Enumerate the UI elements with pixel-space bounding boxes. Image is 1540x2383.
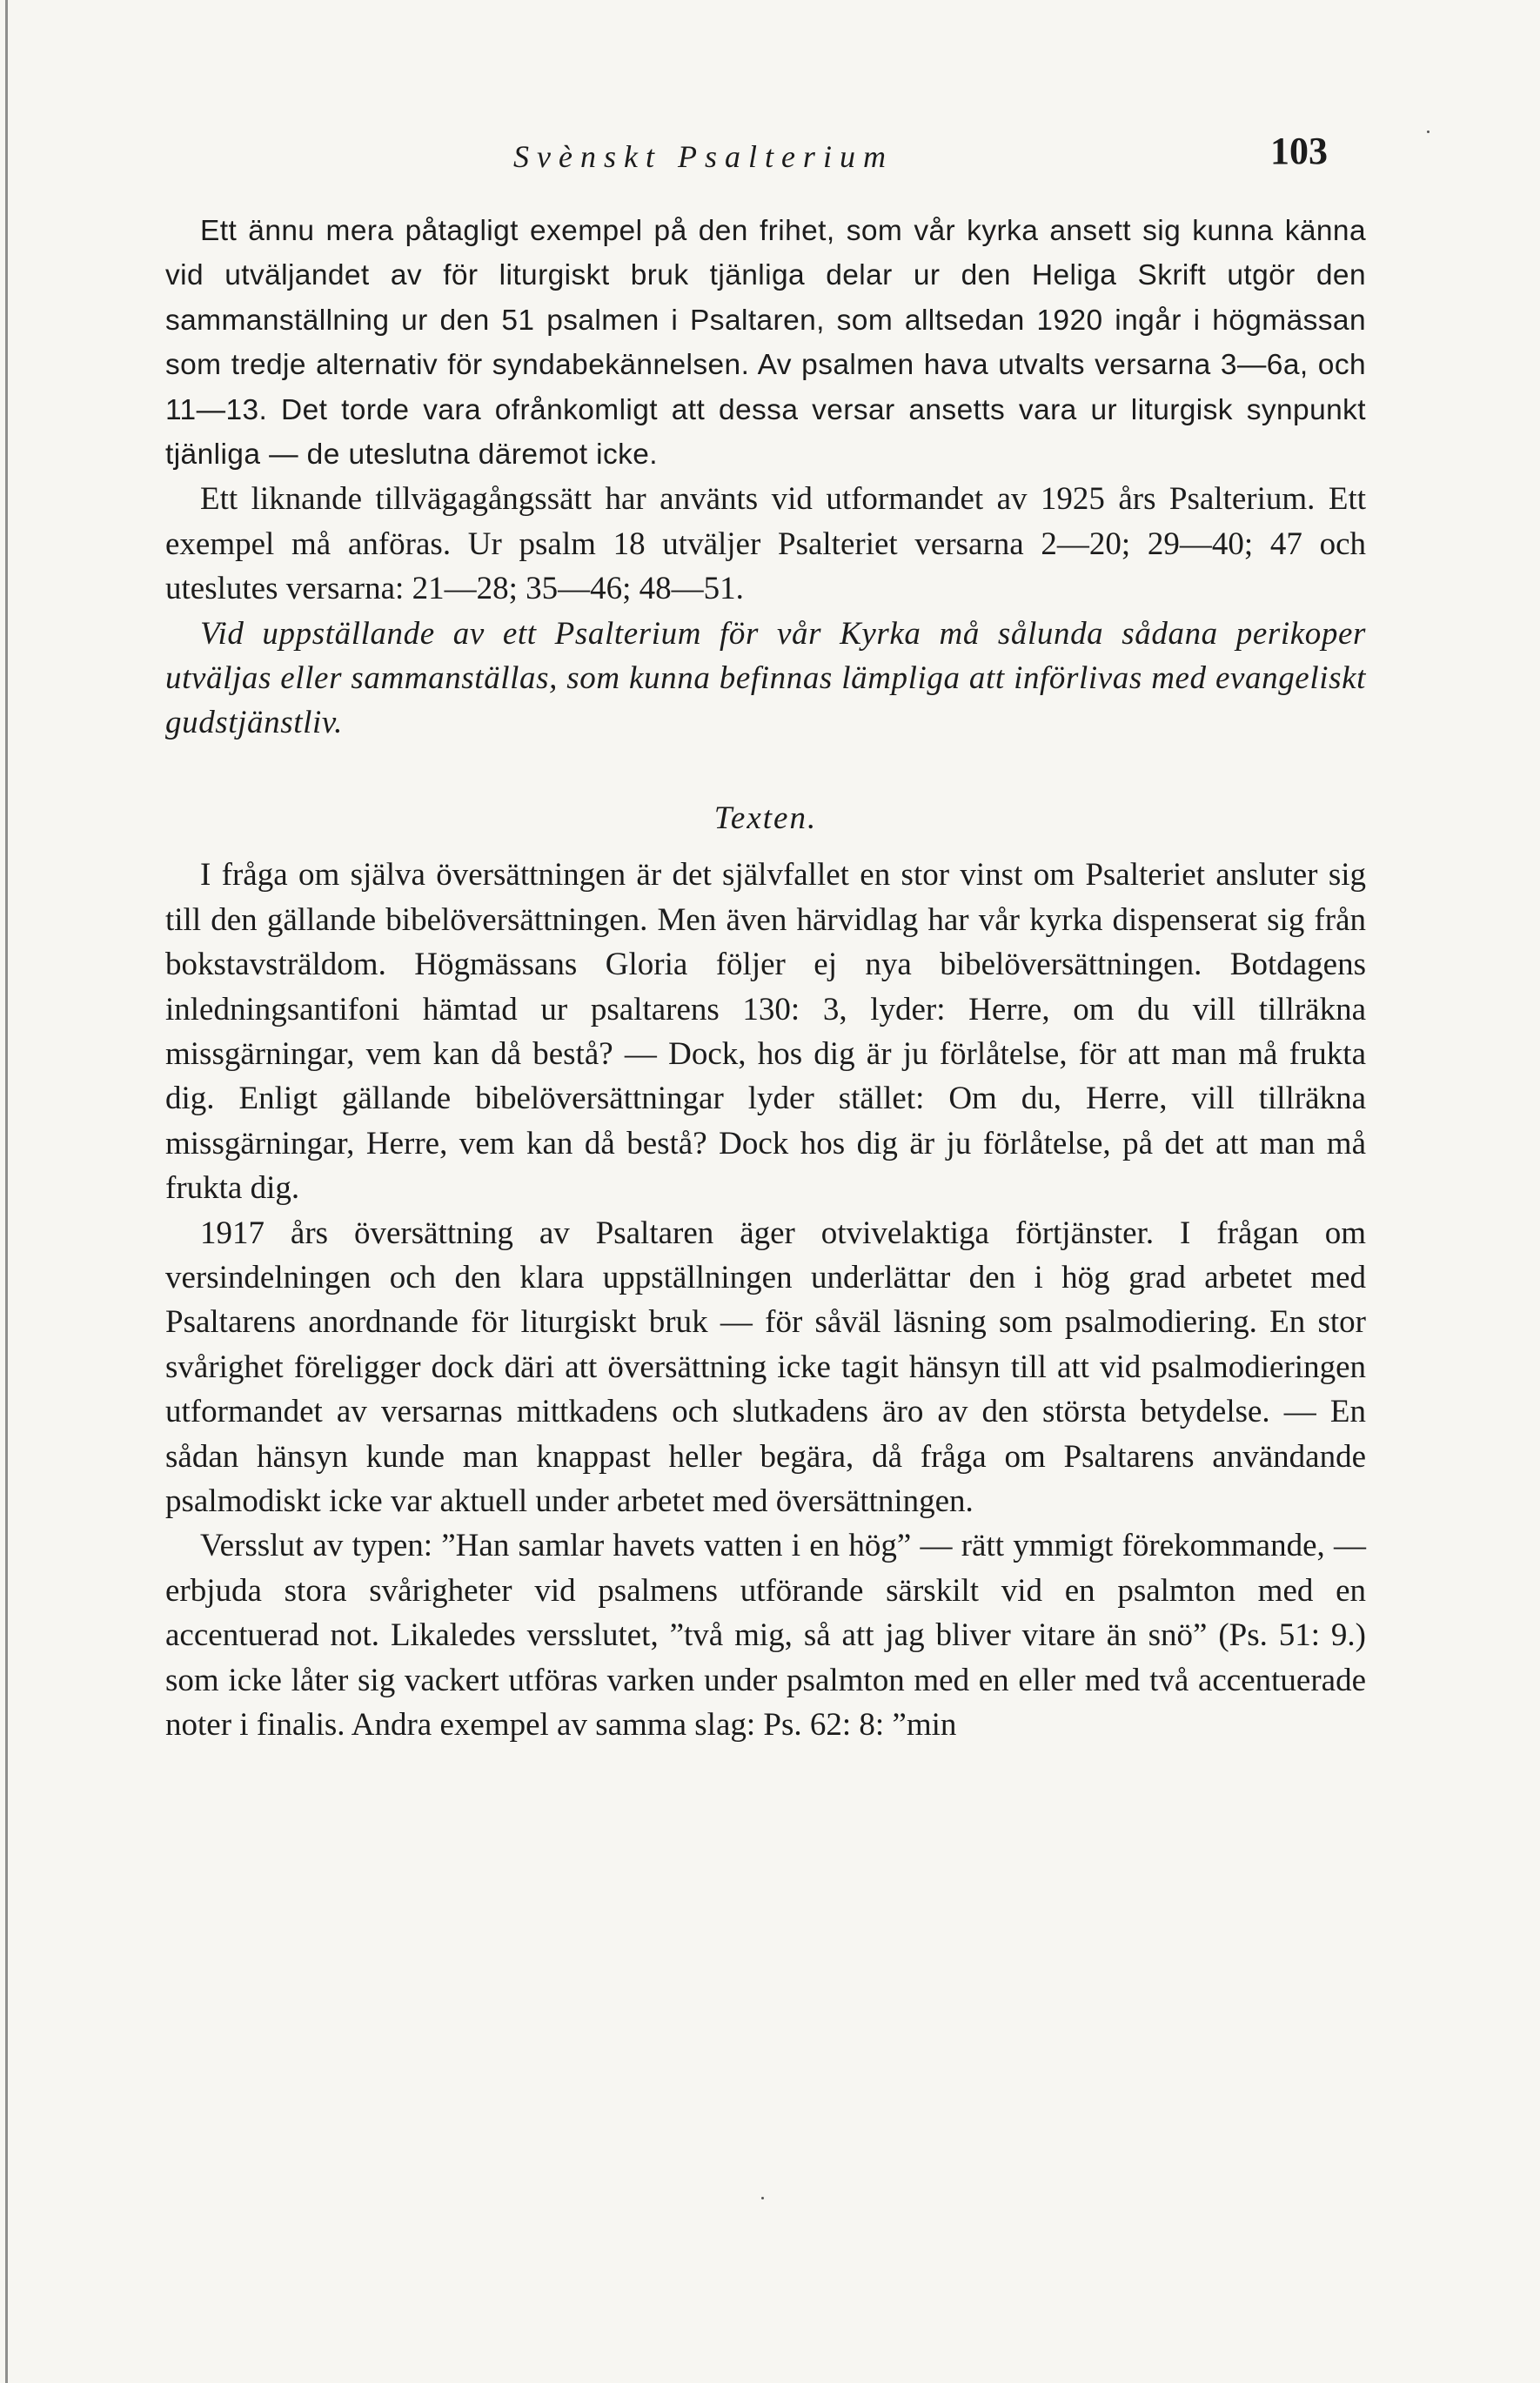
paragraph-2: Ett liknande tillvägagångssätt har använts vid utformandet av 1925 års Psalterium. Ett exempel må anföras. Ur psalm 18 utväljer Psalteriet versarna 2—20; 29—40; 47 och uteslutes versarna: 21—28; 35—46; 48—51. xyxy=(165,481,1366,607)
page-edge-shadow xyxy=(5,0,8,2383)
running-title: Svènskt Psalterium xyxy=(513,139,894,174)
section-paragraph-1: I fråga om själva översättningen är det självfallet en stor vinst om Psalteriet ansluter sig till den gällande bibelöversättningen. Men även härvidlag har vår kyrka dispenserat sig från bokstavsträldom. Högmässans Gloria följer ej nya bibelöversättningen. Botdagens inledningsantifoni hämtad ur psaltarens 130: 3, lyder: Herre, om du vill tillräkna missgärningar, vem kan då bestå? — Dock, hos dig är ju förlåtelse, för att man må frukta dig. Enligt gällande bibelöversättningar lyder stället: Om du, Herre, vill tillräkna missgärningar, Herre, vem kan då bestå? Dock hos dig är ju förlåtelse, på det att man må frukta dig. xyxy=(165,857,1366,1207)
page-number: 103 xyxy=(1270,130,1328,172)
print-speck xyxy=(761,2197,764,2199)
print-speck xyxy=(1427,131,1430,133)
section-paragraph-2: 1917 års översättning av Psaltaren äger otvivelaktiga förtjänster. I frågan om versindelningen och den klara uppställningen underlättar den i hög grad arbetet med Psaltarens anordnande för liturgiskt bruk — för såväl läsning som psalmodiering. En stor svårighet föreligger dock däri att översättning icke tagit hänsyn till att vid psalmodieringen utformandet av versarnas mittkadens och slutkadens äro av den största betydelse. — En sådan hänsyn kunde man knappast heller begära, då fråga om Psaltarens användande psalmodiskt icke var aktuell under arbetet med översättningen. xyxy=(165,1215,1366,1519)
section-heading: Texten. xyxy=(713,800,818,836)
body-text xyxy=(165,209,1366,1747)
paragraph-3-italic-guideline: Vid uppställande av ett Psalterium för vår Kyrka må sålunda sådana perikoper utväljas eller sammanställas, som kunna befinnas lämpliga att införlivas med evangeliskt gudstjänstliv. xyxy=(165,615,1366,741)
section-paragraph-3: Versslut av typen: ”Han samlar havets vatten i en hög” — rätt ymmigt förekommande, — erbjuda stora svårigheter vid psalmens utförande särskilt vid en psalmton med en accentuerad not. Likaledes versslutet, ”två mig, så att jag bliver vitare än snö” (Ps. 51: 9.) som icke låter sig vackert utföras varken under psalmton med en eller med två accentuerade noter i finalis. Andra exempel av samma slag: Ps. 62: 8: ”min xyxy=(165,1528,1366,1743)
paragraph-1: Ett ännu mera påtagligt exempel på den frihet, som vår kyrka ansett sig kunna känna vid utväljandet av för liturgiskt bruk tjänliga delar ur den Heliga Skrift utgör den sammanställning ur den 51 psalmen i Psaltaren, som alltsedan 1920 ingår i högmässan som tredje alternativ för syndabekännelsen. Av psalmen hava utvalts versarna 3—6a, och 11—13. Det torde vara ofrånkomligt att dessa versar ansetts vara ur liturgisk synpunkt tjänliga — de uteslutna däremot icke. xyxy=(165,215,1366,472)
running-head xyxy=(0,131,1540,191)
